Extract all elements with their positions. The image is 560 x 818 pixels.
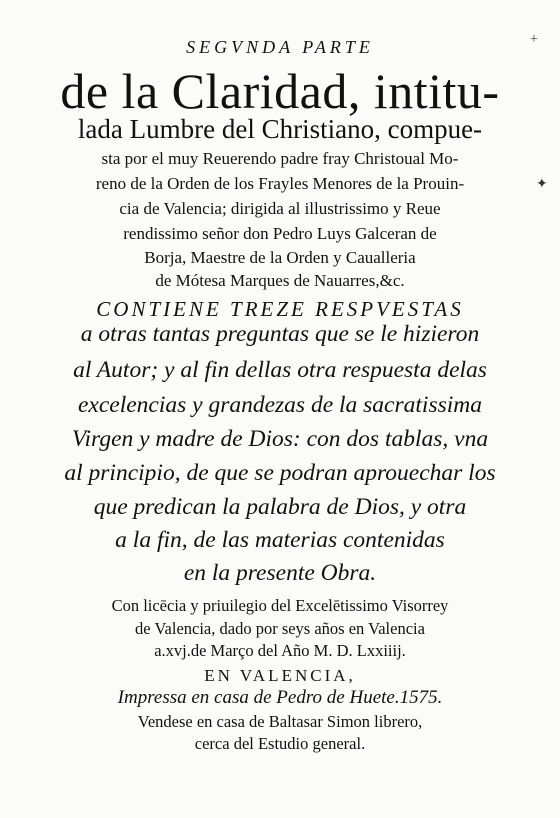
imprint-location: cerca del Estudio general. <box>194 734 366 753</box>
imprint-place: EN VALENCIA, <box>204 666 356 685</box>
license-line-3: a.xvj.de Março del Año M. D. Lxxiiij. <box>154 641 406 660</box>
main-title: de la Claridad, intitu- <box>60 63 500 119</box>
contents-line-3: excelencias y grandezas de la sacratissima <box>78 392 482 418</box>
author-line-6: de Mótesa Marques de Nauarres,&c. <box>155 271 405 290</box>
subtitle: lada Lumbre del Christiano, compue- <box>77 114 483 144</box>
margin-star-icon: ✦ <box>536 177 548 192</box>
author-line-2: reno de la Orden de los Frayles Menores de la Prouin- <box>95 174 465 193</box>
contents-line-7: a la fin, de las materias contenidas <box>115 527 445 553</box>
author-line-4: rendissimo señor don Pedro Luys Galceran de <box>123 224 437 243</box>
contents-line-8: en la presente Obra. <box>183 560 377 586</box>
imprint-printer: Impressa en casa de Pedro de Huete.1575. <box>117 687 443 708</box>
part-heading: SEGVNDA PARTE <box>186 37 374 57</box>
author-line-3: cia de Valencia; dirigida al illustrissimo y Reue <box>119 199 441 218</box>
contents-line-2: al Autor; y al fin dellas otra respuesta delas <box>73 357 487 383</box>
license-line-2: de Valencia, dado por seys años en Valencia <box>135 619 425 638</box>
contents-line-1: a otras tantas preguntas que se le hizieron <box>80 321 480 347</box>
contents-heading: CONTIENE TREZE RESPVESTAS <box>96 297 464 321</box>
license-line-1: Con licēcia y priuilegio del Excelētissimo Visorrey <box>111 596 449 615</box>
margin-cross-icon: + <box>530 32 538 47</box>
author-line-1: sta por el muy Reuerendo padre fray Christoual Mo- <box>101 149 459 168</box>
imprint-seller: Vendese en casa de Baltasar Simon librero, <box>137 712 423 731</box>
contents-line-4: Virgen y madre de Dios: con dos tablas, vna <box>71 426 489 452</box>
contents-line-5: al principio, de que se podran aprouechar los <box>64 460 496 486</box>
contents-line-6: que predican la palabra de Dios, y otra <box>93 494 467 520</box>
author-line-5: Borja, Maestre de la Orden y Caualleria <box>144 248 416 267</box>
